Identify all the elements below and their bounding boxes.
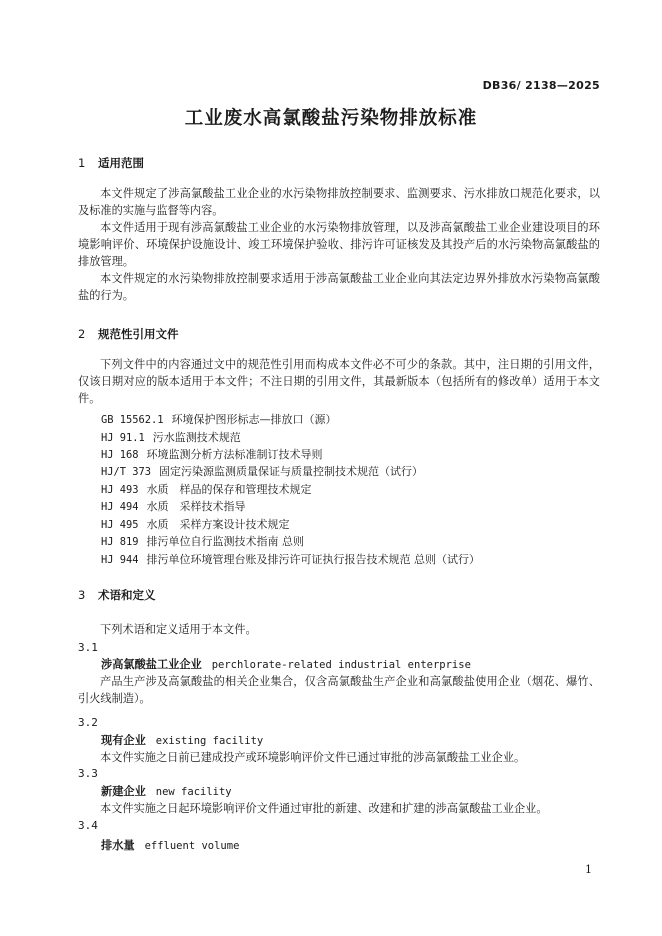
document-code: DB36/ 2138—2025 <box>482 79 600 92</box>
reference-code: HJ 495 <box>101 519 139 531</box>
section-1-paragraph-2: 本文件适用于现有涉高氯酸盐工业企业的水污染物排放管理，以及涉高氯酸盐工业企业建设项目的环境影响评价、环境保护设施设计、竣工环境保护验收、排污许可证核发及其投产后的水污染物高氯酸盐的排放管理。 <box>78 221 600 268</box>
term-number: 3.4 <box>78 819 98 832</box>
term-title-zh: 现有企业 <box>101 734 146 747</box>
document-title: 工业废水高氯酸盐污染物排放标准 <box>184 108 478 129</box>
reference-name: 排污单位自行监测技术指南 总则 <box>146 535 305 548</box>
reference-code: HJ 819 <box>101 536 139 548</box>
reference-name: 水质 采样方案设计技术规定 <box>146 518 290 531</box>
section-3-intro-paragraph: 下列术语和定义适用于本文件。 <box>100 623 257 636</box>
reference-item <box>101 500 246 514</box>
term-number: 3.2 <box>78 716 98 729</box>
term-definition-text: 产品生产涉及高氯酸盐的相关企业集合，仅含高氯酸盐生产企业和高氯酸盐使用企业（烟花、爆竹、引火线制造）。 <box>78 675 600 705</box>
reference-name: 环境监测分析方法标准制订技术导则 <box>146 448 323 461</box>
reference-item <box>101 465 423 479</box>
reference-code: HJ 493 <box>101 484 139 496</box>
term-title-en: perchlorate-related industrial enterprise <box>211 659 471 671</box>
term-title <box>101 732 263 748</box>
term-title-en: effluent volume <box>144 840 240 852</box>
reference-code: HJ 91.1 <box>101 432 145 444</box>
term-definition <box>78 749 600 766</box>
term-title-en: existing facility <box>155 735 264 747</box>
reference-name: 固定污染源监测质量保证与质量控制技术规范（试行） <box>159 465 424 478</box>
term-definition <box>78 800 600 817</box>
reference-code: GB 15562.1 <box>101 414 164 426</box>
section-2-heading <box>78 326 179 342</box>
section-2-title: 规范性引用文件 <box>98 327 179 341</box>
term-title-zh: 排水量 <box>101 839 135 852</box>
reference-item <box>101 535 304 549</box>
section-2-intro-paragraph: 下列文件中的内容通过文中的规范性引用而构成本文件必不可少的条款。其中，注日期的引用文件，仅该日期对应的版本适用于本文件；不注日期的引用文件，其最新版本（包括所有的修改单）适用于本文件。 <box>78 358 600 405</box>
reference-item <box>101 448 323 462</box>
reference-item <box>101 518 290 532</box>
page-number: 1 <box>585 863 592 876</box>
reference-name: 污水监测技术规范 <box>152 431 241 444</box>
reference-name: 环境保护图形标志—排放口（源） <box>171 413 337 426</box>
reference-name: 水质 采样技术指导 <box>146 500 246 513</box>
reference-item <box>101 431 241 445</box>
term-definition-text: 本文件实施之日前已建成投产或环境影响评价文件已通过审批的涉高氯酸盐工业企业。 <box>100 751 526 764</box>
reference-code: HJ 168 <box>101 449 139 461</box>
term-title-en: new facility <box>155 786 232 798</box>
section-1-number: 1 <box>78 156 86 170</box>
section-1-paragraph-3: 本文件规定的水污染物排放控制要求适用于涉高氯酸盐工业企业向其法定边界外排放水污染物高氯酸盐的行为。 <box>78 272 600 302</box>
term-title <box>101 656 471 672</box>
reference-name: 排污单位环境管理台账及排污许可证执行报告技术规范 总则（试行） <box>146 553 481 566</box>
term-number: 3.1 <box>78 641 98 654</box>
term-definition <box>78 673 600 707</box>
term-definition-text: 本文件实施之日起环境影响评价文件通过审批的新建、改建和扩建的涉高氯酸盐工业企业。 <box>100 802 548 815</box>
section-3-intro <box>78 621 600 638</box>
section-1-paragraph-1: 本文件规定了涉高氯酸盐工业企业的水污染物排放控制要求、监测要求、污水排放口规范化要求，以及标准的实施与监督等内容。 <box>78 187 600 217</box>
reference-item <box>101 483 312 497</box>
reference-item <box>101 413 337 427</box>
section-3-heading <box>78 587 156 603</box>
reference-item <box>101 553 480 567</box>
section-3-number: 3 <box>78 588 86 602</box>
reference-name: 水质 样品的保存和管理技术规定 <box>146 483 312 496</box>
term-number: 3.3 <box>78 767 98 780</box>
section-1-title: 适用范围 <box>98 156 144 170</box>
section-3-title: 术语和定义 <box>98 588 156 602</box>
term-title <box>101 783 232 799</box>
reference-code: HJ/T 373 <box>101 466 152 478</box>
term-title <box>101 837 239 853</box>
term-title-zh: 新建企业 <box>101 785 146 798</box>
section-2-number: 2 <box>78 327 86 341</box>
reference-code: HJ 944 <box>101 554 139 566</box>
section-1-body <box>78 185 600 304</box>
term-title-zh: 涉高氯酸盐工业企业 <box>101 658 202 671</box>
reference-code: HJ 494 <box>101 501 139 513</box>
section-1-heading <box>78 155 144 171</box>
section-2-intro <box>78 356 600 407</box>
